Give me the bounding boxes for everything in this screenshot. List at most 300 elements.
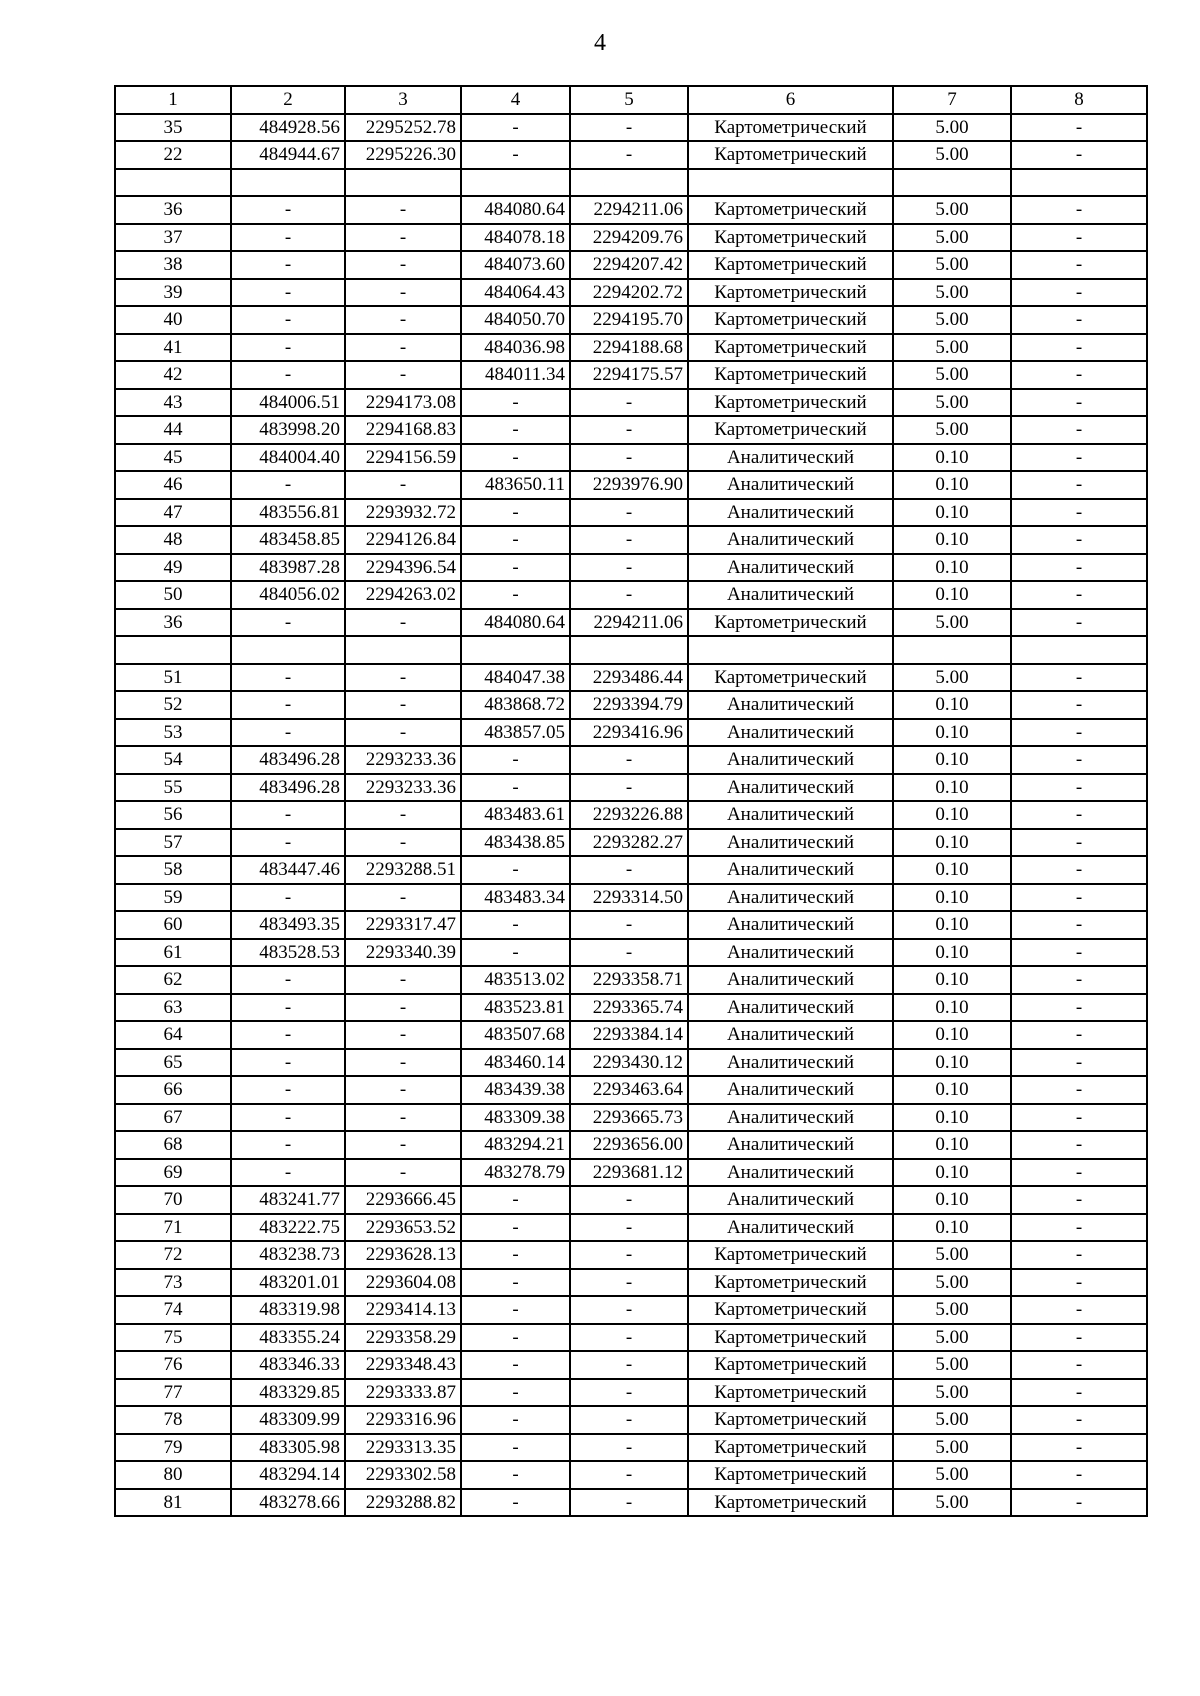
y-new-cell: 2293416.96 — [570, 719, 688, 747]
y-new-cell: 2293656.00 — [570, 1131, 688, 1159]
point-number-cell: 50 — [115, 581, 231, 609]
y-new-cell: - — [570, 1406, 688, 1434]
y-coord-cell: 2293604.08 — [345, 1269, 461, 1297]
table-row — [115, 1406, 1147, 1434]
table-row — [115, 1434, 1147, 1462]
point-number-cell: 44 — [115, 416, 231, 444]
y-coord-cell: - — [345, 279, 461, 307]
x-coord-cell: - — [231, 609, 345, 637]
y-new-cell: - — [570, 416, 688, 444]
header-cell: 2 — [231, 86, 345, 114]
table-row — [115, 279, 1147, 307]
y-new-cell: 2294211.06 — [570, 196, 688, 224]
table-row — [115, 554, 1147, 582]
x-coord-cell: 483528.53 — [231, 939, 345, 967]
x-new-cell: - — [461, 746, 570, 774]
y-new-cell: 2294188.68 — [570, 334, 688, 362]
note-cell: - — [1011, 1104, 1147, 1132]
note-cell: - — [1011, 719, 1147, 747]
header-cell: 7 — [893, 86, 1011, 114]
y-new-cell: - — [570, 1379, 688, 1407]
y-coord-cell: - — [345, 691, 461, 719]
point-number-cell: 77 — [115, 1379, 231, 1407]
note-cell: - — [1011, 1351, 1147, 1379]
table-row — [115, 361, 1147, 389]
y-coord-cell: - — [345, 719, 461, 747]
y-new-cell: - — [570, 746, 688, 774]
y-coord-cell: - — [345, 1076, 461, 1104]
y-new-cell: - — [570, 1269, 688, 1297]
table-row — [115, 1049, 1147, 1077]
method-cell: Аналитический — [688, 471, 893, 499]
point-number-cell: 75 — [115, 1324, 231, 1352]
x-coord-cell: - — [231, 251, 345, 279]
x-coord-cell: - — [231, 196, 345, 224]
accuracy-cell: 5.00 — [893, 389, 1011, 417]
x-coord-cell: 483319.98 — [231, 1296, 345, 1324]
y-new-cell: 2294175.57 — [570, 361, 688, 389]
table-row — [115, 1021, 1147, 1049]
method-cell: Картометрический — [688, 141, 893, 169]
x-new-cell: - — [461, 1269, 570, 1297]
y-new-cell: 2293665.73 — [570, 1104, 688, 1132]
point-number-cell: 55 — [115, 774, 231, 802]
y-coord-cell: 2293358.29 — [345, 1324, 461, 1352]
table-row — [115, 746, 1147, 774]
accuracy-cell: 5.00 — [893, 1379, 1011, 1407]
x-new-cell: - — [461, 581, 570, 609]
y-coord-cell: 2294156.59 — [345, 444, 461, 472]
y-new-cell: - — [570, 114, 688, 142]
note-cell: - — [1011, 691, 1147, 719]
method-cell: Аналитический — [688, 774, 893, 802]
x-new-cell: 484064.43 — [461, 279, 570, 307]
method-cell: Аналитический — [688, 966, 893, 994]
point-number-cell: 67 — [115, 1104, 231, 1132]
accuracy-cell: 0.10 — [893, 1214, 1011, 1242]
method-cell: Картометрический — [688, 389, 893, 417]
accuracy-cell: 5.00 — [893, 1434, 1011, 1462]
x-coord-cell: 483998.20 — [231, 416, 345, 444]
y-new-cell: 2294195.70 — [570, 306, 688, 334]
method-cell — [688, 169, 893, 197]
y-coord-cell: 2293288.51 — [345, 856, 461, 884]
note-cell: - — [1011, 444, 1147, 472]
y-coord-cell: 2293932.72 — [345, 499, 461, 527]
note-cell: - — [1011, 1186, 1147, 1214]
note-cell: - — [1011, 1159, 1147, 1187]
table-row — [115, 966, 1147, 994]
y-coord-cell: 2293313.35 — [345, 1434, 461, 1462]
header-cell: 5 — [570, 86, 688, 114]
table-separator-row — [115, 636, 1147, 664]
y-new-cell: 2293394.79 — [570, 691, 688, 719]
note-cell: - — [1011, 1076, 1147, 1104]
x-new-cell: - — [461, 1351, 570, 1379]
note-cell: - — [1011, 1434, 1147, 1462]
point-number-cell: 41 — [115, 334, 231, 362]
method-cell: Картометрический — [688, 196, 893, 224]
accuracy-cell: 0.10 — [893, 554, 1011, 582]
point-number-cell: 81 — [115, 1489, 231, 1517]
y-coord-cell: - — [345, 306, 461, 334]
accuracy-cell: 0.10 — [893, 1021, 1011, 1049]
note-cell: - — [1011, 196, 1147, 224]
y-new-cell: 2293681.12 — [570, 1159, 688, 1187]
x-coord-cell: - — [231, 801, 345, 829]
note-cell: - — [1011, 554, 1147, 582]
accuracy-cell: 0.10 — [893, 1104, 1011, 1132]
y-coord-cell: 2293233.36 — [345, 746, 461, 774]
table-row — [115, 801, 1147, 829]
y-coord-cell: 2293666.45 — [345, 1186, 461, 1214]
note-cell: - — [1011, 279, 1147, 307]
method-cell: Картометрический — [688, 279, 893, 307]
table-row — [115, 526, 1147, 554]
accuracy-cell: 5.00 — [893, 1461, 1011, 1489]
accuracy-cell: 5.00 — [893, 664, 1011, 692]
accuracy-cell: 0.10 — [893, 719, 1011, 747]
y-coord-cell: 2293628.13 — [345, 1241, 461, 1269]
y-new-cell: - — [570, 1324, 688, 1352]
accuracy-cell — [893, 169, 1011, 197]
y-new-cell: - — [570, 581, 688, 609]
table-row — [115, 719, 1147, 747]
y-coord-cell: - — [345, 471, 461, 499]
y-new-cell: - — [570, 1296, 688, 1324]
x-new-cell: 484078.18 — [461, 224, 570, 252]
point-number-cell: 58 — [115, 856, 231, 884]
x-coord-cell: 484006.51 — [231, 389, 345, 417]
point-number-cell: 54 — [115, 746, 231, 774]
note-cell: - — [1011, 1269, 1147, 1297]
y-new-cell: 2293282.27 — [570, 829, 688, 857]
y-new-cell: 2293226.88 — [570, 801, 688, 829]
x-coord-cell: 483987.28 — [231, 554, 345, 582]
note-cell: - — [1011, 1406, 1147, 1434]
accuracy-cell — [893, 636, 1011, 664]
y-new-cell: - — [570, 1489, 688, 1517]
x-coord-cell: 483238.73 — [231, 1241, 345, 1269]
y-new-cell: 2293486.44 — [570, 664, 688, 692]
note-cell: - — [1011, 774, 1147, 802]
point-number-cell: 72 — [115, 1241, 231, 1269]
table-row — [115, 664, 1147, 692]
y-new-cell: - — [570, 1434, 688, 1462]
note-cell: - — [1011, 1021, 1147, 1049]
x-new-cell: 483650.11 — [461, 471, 570, 499]
note-cell — [1011, 169, 1147, 197]
x-new-cell: - — [461, 1406, 570, 1434]
table-row — [115, 471, 1147, 499]
table-row — [115, 884, 1147, 912]
y-coord-cell: - — [345, 609, 461, 637]
method-cell: Картометрический — [688, 1351, 893, 1379]
note-cell: - — [1011, 939, 1147, 967]
table-row — [115, 1131, 1147, 1159]
accuracy-cell: 0.10 — [893, 774, 1011, 802]
accuracy-cell: 0.10 — [893, 1159, 1011, 1187]
x-new-cell: 483507.68 — [461, 1021, 570, 1049]
point-number-cell: 39 — [115, 279, 231, 307]
y-new-cell: - — [570, 389, 688, 417]
y-new-cell: 2293976.90 — [570, 471, 688, 499]
x-coord-cell: - — [231, 361, 345, 389]
method-cell: Картометрический — [688, 1296, 893, 1324]
y-coord-cell: 2293233.36 — [345, 774, 461, 802]
accuracy-cell: 5.00 — [893, 279, 1011, 307]
point-number-cell: 36 — [115, 196, 231, 224]
x-coord-cell: - — [231, 994, 345, 1022]
accuracy-cell: 0.10 — [893, 994, 1011, 1022]
table-row — [115, 1379, 1147, 1407]
point-number-cell: 63 — [115, 994, 231, 1022]
point-number-cell: 66 — [115, 1076, 231, 1104]
accuracy-cell: 5.00 — [893, 1351, 1011, 1379]
x-new-cell: - — [461, 389, 570, 417]
y-coord-cell: - — [345, 801, 461, 829]
method-cell: Картометрический — [688, 1241, 893, 1269]
method-cell: Аналитический — [688, 939, 893, 967]
method-cell: Аналитический — [688, 499, 893, 527]
table-row — [115, 1489, 1147, 1517]
note-cell: - — [1011, 526, 1147, 554]
x-new-cell: - — [461, 856, 570, 884]
x-new-cell: 483483.34 — [461, 884, 570, 912]
accuracy-cell: 5.00 — [893, 1324, 1011, 1352]
coordinates-table — [114, 85, 1148, 1517]
point-number-cell: 42 — [115, 361, 231, 389]
x-new-cell: - — [461, 1324, 570, 1352]
y-new-cell: 2293384.14 — [570, 1021, 688, 1049]
method-cell: Картометрический — [688, 334, 893, 362]
header-cell: 6 — [688, 86, 893, 114]
x-coord-cell: 483309.99 — [231, 1406, 345, 1434]
x-new-cell: 484080.64 — [461, 196, 570, 224]
accuracy-cell: 0.10 — [893, 829, 1011, 857]
y-coord-cell: - — [345, 994, 461, 1022]
point-number-cell: 47 — [115, 499, 231, 527]
y-coord-cell: - — [345, 1159, 461, 1187]
point-number-cell: 45 — [115, 444, 231, 472]
x-new-cell: - — [461, 774, 570, 802]
method-cell: Аналитический — [688, 719, 893, 747]
x-new-cell: 483309.38 — [461, 1104, 570, 1132]
y-new-cell: - — [570, 444, 688, 472]
accuracy-cell: 5.00 — [893, 224, 1011, 252]
y-new-cell — [570, 169, 688, 197]
point-number-cell: 51 — [115, 664, 231, 692]
table-row — [115, 306, 1147, 334]
method-cell: Аналитический — [688, 444, 893, 472]
point-number-cell: 38 — [115, 251, 231, 279]
page-number: 4 — [594, 30, 606, 56]
y-new-cell: - — [570, 1461, 688, 1489]
y-coord-cell — [345, 169, 461, 197]
x-new-cell: - — [461, 416, 570, 444]
point-number-cell: 60 — [115, 911, 231, 939]
header-cell: 1 — [115, 86, 231, 114]
accuracy-cell: 0.10 — [893, 801, 1011, 829]
y-coord-cell: - — [345, 361, 461, 389]
note-cell: - — [1011, 251, 1147, 279]
point-number-cell: 35 — [115, 114, 231, 142]
x-new-cell: - — [461, 911, 570, 939]
point-number-cell: 56 — [115, 801, 231, 829]
accuracy-cell: 5.00 — [893, 114, 1011, 142]
header-cell: 3 — [345, 86, 461, 114]
x-new-cell — [461, 169, 570, 197]
accuracy-cell: 0.10 — [893, 746, 1011, 774]
point-number-cell: 80 — [115, 1461, 231, 1489]
method-cell: Аналитический — [688, 1214, 893, 1242]
note-cell: - — [1011, 1379, 1147, 1407]
method-cell: Картометрический — [688, 609, 893, 637]
point-number-cell: 68 — [115, 1131, 231, 1159]
table-row — [115, 1104, 1147, 1132]
accuracy-cell: 5.00 — [893, 196, 1011, 224]
note-cell: - — [1011, 1131, 1147, 1159]
y-coord-cell: 2293653.52 — [345, 1214, 461, 1242]
table-row — [115, 114, 1147, 142]
x-coord-cell: 483496.28 — [231, 746, 345, 774]
accuracy-cell: 0.10 — [893, 1186, 1011, 1214]
y-new-cell: - — [570, 554, 688, 582]
table-row — [115, 774, 1147, 802]
method-cell: Картометрический — [688, 251, 893, 279]
y-coord-cell: 2295226.30 — [345, 141, 461, 169]
method-cell: Картометрический — [688, 1324, 893, 1352]
note-cell: - — [1011, 801, 1147, 829]
table-row — [115, 609, 1147, 637]
method-cell: Аналитический — [688, 1186, 893, 1214]
y-new-cell: 2293463.64 — [570, 1076, 688, 1104]
y-coord-cell: - — [345, 224, 461, 252]
point-number-cell: 22 — [115, 141, 231, 169]
note-cell: - — [1011, 1324, 1147, 1352]
y-coord-cell: - — [345, 1049, 461, 1077]
table-row — [115, 224, 1147, 252]
y-coord-cell: 2293302.58 — [345, 1461, 461, 1489]
table-row — [115, 911, 1147, 939]
x-new-cell: 483439.38 — [461, 1076, 570, 1104]
table-row — [115, 856, 1147, 884]
x-coord-cell: - — [231, 719, 345, 747]
y-new-cell: - — [570, 939, 688, 967]
point-number-cell: 48 — [115, 526, 231, 554]
y-coord-cell: 2294173.08 — [345, 389, 461, 417]
x-coord-cell: - — [231, 664, 345, 692]
y-new-cell: 2293430.12 — [570, 1049, 688, 1077]
x-new-cell: - — [461, 1461, 570, 1489]
x-new-cell: - — [461, 939, 570, 967]
method-cell: Аналитический — [688, 1104, 893, 1132]
x-coord-cell: - — [231, 1076, 345, 1104]
x-coord-cell: 484056.02 — [231, 581, 345, 609]
header-cell: 4 — [461, 86, 570, 114]
point-number-cell: 37 — [115, 224, 231, 252]
accuracy-cell: 5.00 — [893, 361, 1011, 389]
x-coord-cell: 483458.85 — [231, 526, 345, 554]
x-coord-cell: - — [231, 884, 345, 912]
y-new-cell: - — [570, 141, 688, 169]
note-cell: - — [1011, 746, 1147, 774]
x-new-cell: 483523.81 — [461, 994, 570, 1022]
x-coord-cell: - — [231, 279, 345, 307]
table-row — [115, 994, 1147, 1022]
y-new-cell: 2293365.74 — [570, 994, 688, 1022]
note-cell: - — [1011, 609, 1147, 637]
x-new-cell: - — [461, 1434, 570, 1462]
point-number-cell: 79 — [115, 1434, 231, 1462]
table-row — [115, 141, 1147, 169]
point-number-cell: 46 — [115, 471, 231, 499]
x-coord-cell: 483329.85 — [231, 1379, 345, 1407]
x-new-cell: - — [461, 1214, 570, 1242]
point-number-cell: 69 — [115, 1159, 231, 1187]
accuracy-cell: 5.00 — [893, 1406, 1011, 1434]
accuracy-cell: 5.00 — [893, 1269, 1011, 1297]
note-cell: - — [1011, 664, 1147, 692]
table-row — [115, 1186, 1147, 1214]
accuracy-cell: 0.10 — [893, 471, 1011, 499]
note-cell: - — [1011, 829, 1147, 857]
method-cell: Аналитический — [688, 911, 893, 939]
y-new-cell: 2293358.71 — [570, 966, 688, 994]
accuracy-cell: 0.10 — [893, 444, 1011, 472]
y-new-cell: - — [570, 1241, 688, 1269]
x-new-cell: - — [461, 1489, 570, 1517]
note-cell: - — [1011, 581, 1147, 609]
x-new-cell: - — [461, 141, 570, 169]
x-coord-cell — [231, 169, 345, 197]
header-cell: 8 — [1011, 86, 1147, 114]
x-new-cell: 484073.60 — [461, 251, 570, 279]
note-cell — [1011, 636, 1147, 664]
table-row — [115, 416, 1147, 444]
table-separator-row — [115, 169, 1147, 197]
note-cell: - — [1011, 416, 1147, 444]
x-coord-cell: - — [231, 829, 345, 857]
note-cell: - — [1011, 306, 1147, 334]
method-cell: Картометрический — [688, 361, 893, 389]
method-cell: Аналитический — [688, 554, 893, 582]
method-cell: Аналитический — [688, 1076, 893, 1104]
y-coord-cell: - — [345, 884, 461, 912]
x-new-cell: 483438.85 — [461, 829, 570, 857]
point-number-cell: 74 — [115, 1296, 231, 1324]
accuracy-cell: 0.10 — [893, 911, 1011, 939]
y-new-cell — [570, 636, 688, 664]
x-coord-cell: - — [231, 1104, 345, 1132]
x-coord-cell: 483278.66 — [231, 1489, 345, 1517]
x-new-cell: 483483.61 — [461, 801, 570, 829]
note-cell: - — [1011, 911, 1147, 939]
x-coord-cell: - — [231, 1021, 345, 1049]
x-new-cell: 484011.34 — [461, 361, 570, 389]
method-cell: Картометрический — [688, 1461, 893, 1489]
y-coord-cell: 2293340.39 — [345, 939, 461, 967]
point-number-cell: 53 — [115, 719, 231, 747]
method-cell — [688, 636, 893, 664]
x-coord-cell: - — [231, 1159, 345, 1187]
accuracy-cell: 0.10 — [893, 884, 1011, 912]
y-new-cell: - — [570, 1351, 688, 1379]
x-coord-cell: - — [231, 1131, 345, 1159]
method-cell: Аналитический — [688, 746, 893, 774]
note-cell: - — [1011, 1241, 1147, 1269]
table-row — [115, 1159, 1147, 1187]
